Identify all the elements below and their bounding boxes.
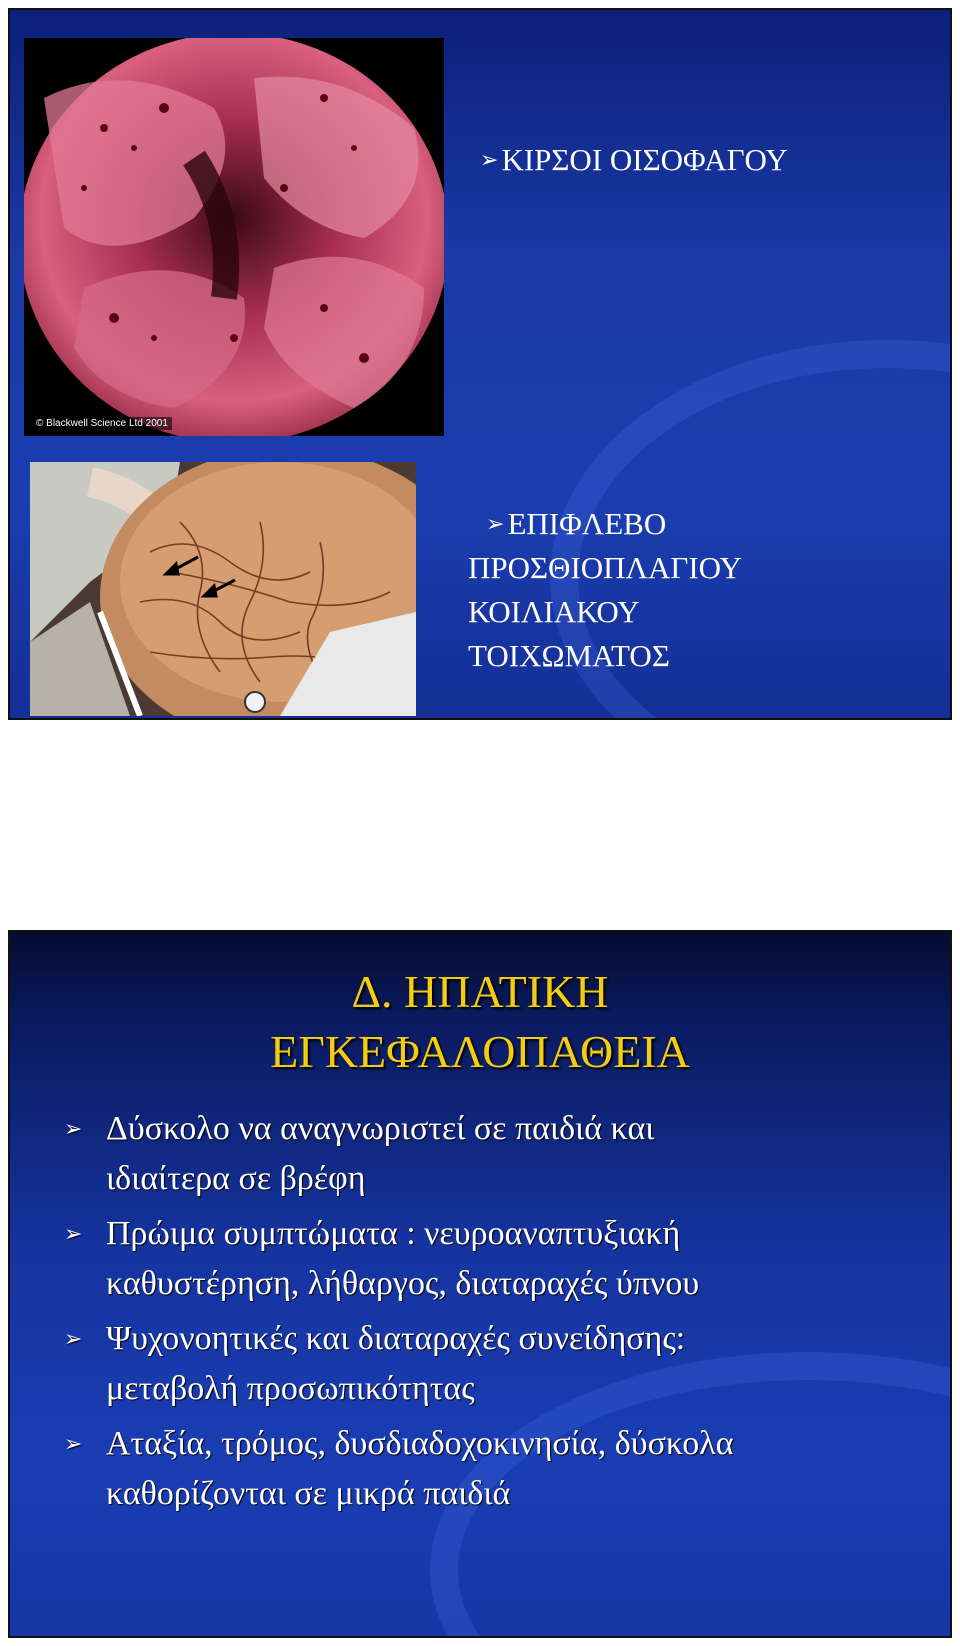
bullet-arrow-icon: ➢: [486, 511, 505, 536]
bullet-item: [64, 1209, 924, 1309]
bullet-line: καθορίζονται σε μικρά παιδιά: [106, 1475, 511, 1512]
abdominal-wall-photo: [30, 462, 416, 716]
bullet-line: Πρώιμα συμπτώματα : νευροαναπτυξιακή: [106, 1215, 681, 1252]
bullet-arrow-icon: ➢: [64, 1326, 83, 1351]
bullet-line: ιδιαίτερα σε βρέφη: [106, 1160, 366, 1197]
title-line-1: Δ. ΗΠΑΤΙΚΗ: [351, 966, 609, 1017]
slide-hepatic-encephalopathy: [8, 930, 952, 1638]
bullet-list: [64, 1104, 924, 1524]
bullet-line: Αταξία, τρόμος, δυσδιαδοχοκινησία, δύσκολα: [106, 1425, 734, 1462]
varices-text: ΚΙΡΣΟΙ ΟΙΣΟΦΑΓΟΥ: [501, 142, 788, 177]
venous-line-2: ΠΡΟΣΘΙΟΠΛΑΓΙΟΥ: [468, 550, 742, 585]
bullet-item: [64, 1314, 924, 1414]
bullet-arrow-icon: ➢: [64, 1431, 83, 1456]
venous-line-1: ΕΠΙΦΛΕΒΟ: [507, 506, 667, 541]
bullet-line: Δύσκολο να αναγνωριστεί σε παιδιά και: [106, 1110, 655, 1147]
title-line-2: ΕΓΚΕΦΑΛΟΠΑΘΕΙΑ: [270, 1026, 690, 1077]
venous-line-4: ΤΟΙΧΩΜΑΤΟΣ: [468, 638, 670, 673]
slide-title: [10, 962, 950, 1082]
venous-line-3: ΚΟΙΛΙΑΚΟΥ: [468, 594, 640, 629]
bullet-line: μεταβολή προσωπικότητας: [106, 1370, 475, 1407]
slide-varices: [8, 8, 952, 720]
bullet-line: Ψυχονοητικές και διαταραχές συνείδησης:: [106, 1320, 686, 1357]
bullet-arrow-icon: ➢: [64, 1221, 83, 1246]
distended-abdomen-image: [30, 462, 416, 716]
bullet-line: καθυστέρηση, λήθαργος, διαταραχές ύπνου: [106, 1265, 700, 1302]
bullet-item: [64, 1104, 924, 1204]
copyright-label: © Blackwell Science Ltd 2001: [32, 417, 172, 430]
endoscopy-photo: [24, 38, 444, 436]
bullet-arrow-icon: ➢: [64, 1116, 83, 1141]
esophageal-varices-image: [24, 38, 444, 436]
bullet-arrow-icon: ➢: [480, 147, 499, 172]
venous-wall-label: [468, 502, 926, 678]
bullet-item: [64, 1419, 924, 1519]
varices-label: [480, 138, 788, 182]
